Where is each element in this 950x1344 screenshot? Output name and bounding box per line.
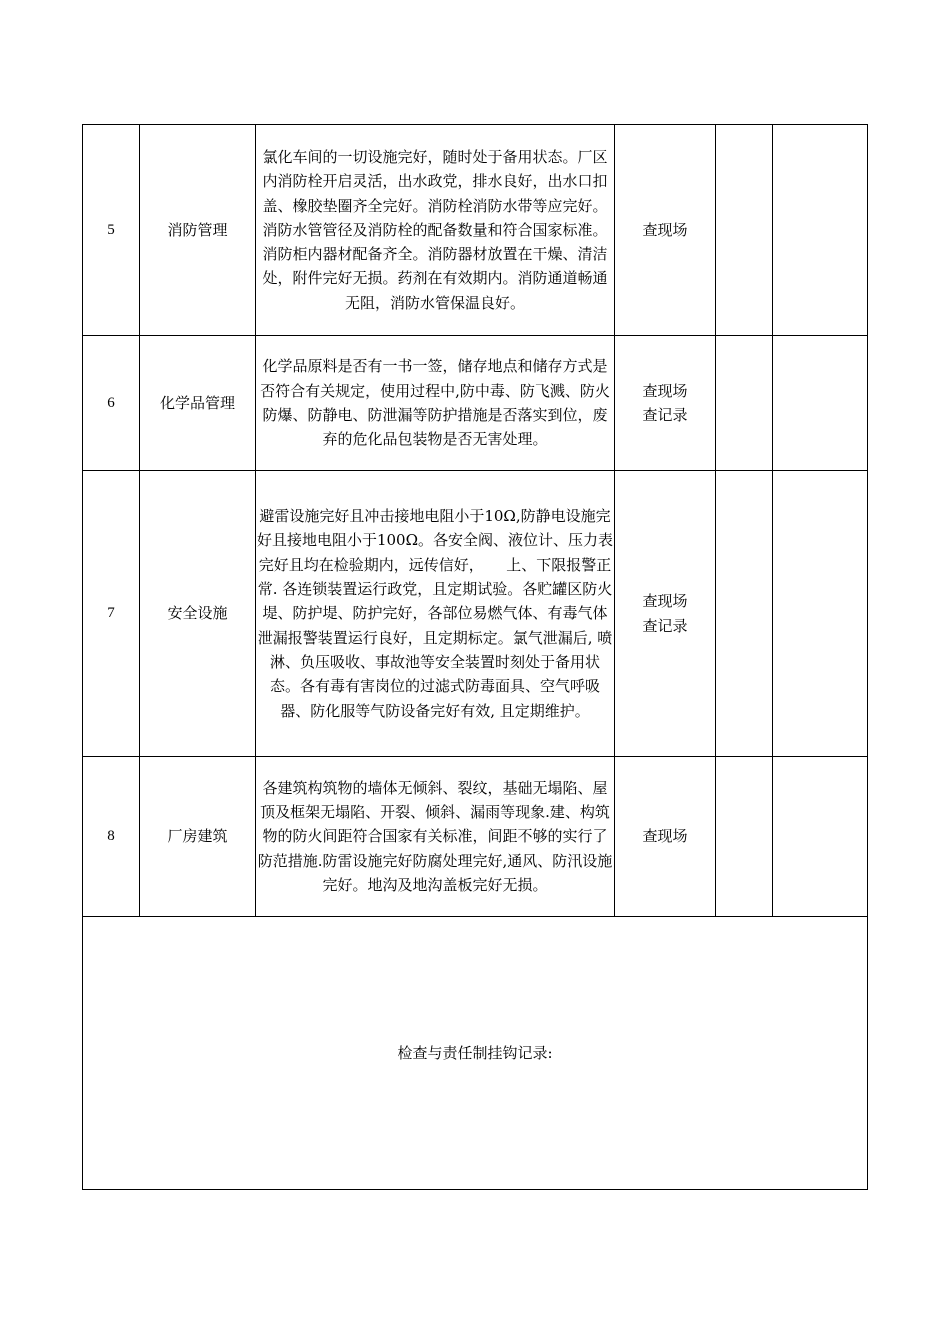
method-line-2: 查记录 — [642, 406, 688, 424]
row-content: 避雷设施完好且冲击接地电阻小于10Ω,防静电设施完好且接地电阻小于100Ω。各安全阀、液位计、压力表完好且均在检验期内，远传信好， 上、下限报警正常. 各连锁装置运行政党，且定期试验。各贮罐区防火堤、防护堤、防护完好，各部位易燃气体、有毒气体泄漏报警装置运行良好，且定期标定。氯气泄漏后, 喷淋、负压吸收、事故池等安全装置时刻处于备用状态。各有毒有害岗位的过滤式防毒面具、空气呼吸器、防化服等气防设备完好有效, 且定期维护。 — [256, 471, 615, 757]
row-content: 化学品原料是否有一书一签，储存地点和储存方式是否符合有关规定，使用过程中,防中毒、防飞溅、防火防爆、防静电、防泄漏等防护措施是否落实到位，废弃的危化品包装物是否无害处理。 — [256, 336, 615, 471]
blank-cell-a — [716, 336, 773, 471]
row-number: 8 — [83, 757, 140, 917]
row-method — [615, 125, 716, 336]
inspection-table — [82, 124, 868, 1190]
row-number: 7 — [83, 471, 140, 757]
blank-cell-b — [773, 757, 868, 917]
row-category: 厂房建筑 — [140, 757, 256, 917]
record-label: 检查与责任制挂钩记录: — [397, 1043, 553, 1062]
blank-cell-b — [773, 125, 868, 336]
row-category: 安全设施 — [140, 471, 256, 757]
blank-cell-a — [716, 757, 773, 917]
table-row — [83, 757, 868, 917]
blank-cell-a — [716, 125, 773, 336]
table-row — [83, 125, 868, 336]
table-row — [83, 336, 868, 471]
method-line-1: 查现场 — [642, 381, 688, 400]
record-cell[interactable] — [83, 917, 868, 1190]
method-line-1: 查现场 — [642, 220, 688, 239]
row-number: 5 — [83, 125, 140, 336]
record-row — [83, 917, 868, 1190]
method-line-1: 查现场 — [642, 827, 688, 846]
row-content: 氯化车间的一切设施完好，随时处于备用状态。厂区内消防栓开启灵活，出水政党，排水良好，出水口扣盖、橡胶垫圈齐全完好。消防栓消防水带等应完好。消防水管管径及消防栓的配备数量和符合国家标准。消防柜内器材配备齐全。消防器材放置在干燥、清洁处，附件完好无损。药剂在有效期内。消防通道畅通无阻，消防水管保温良好。 — [256, 125, 615, 336]
blank-cell-b — [773, 471, 868, 757]
row-category: 消防管理 — [140, 125, 256, 336]
table-row — [83, 471, 868, 757]
row-number: 6 — [83, 336, 140, 471]
blank-cell-b — [773, 336, 868, 471]
row-method — [615, 471, 716, 757]
row-method — [615, 336, 716, 471]
row-category: 化学品管理 — [140, 336, 256, 471]
method-line-2: 查记录 — [642, 616, 688, 635]
row-content: 各建筑构筑物的墙体无倾斜、裂纹，基础无塌陷、屋顶及框架无塌陷、开裂、倾斜、漏雨等现象.建、构筑物的防火间距符合国家有关标准，间距不够的实行了防范措施.防雷设施完好防腐处理完好,通风、防汛设施完好。地沟及地沟盖板完好无损。 — [256, 757, 615, 917]
row-method — [615, 757, 716, 917]
method-line-1: 查现场 — [642, 592, 688, 611]
blank-cell-a — [716, 471, 773, 757]
